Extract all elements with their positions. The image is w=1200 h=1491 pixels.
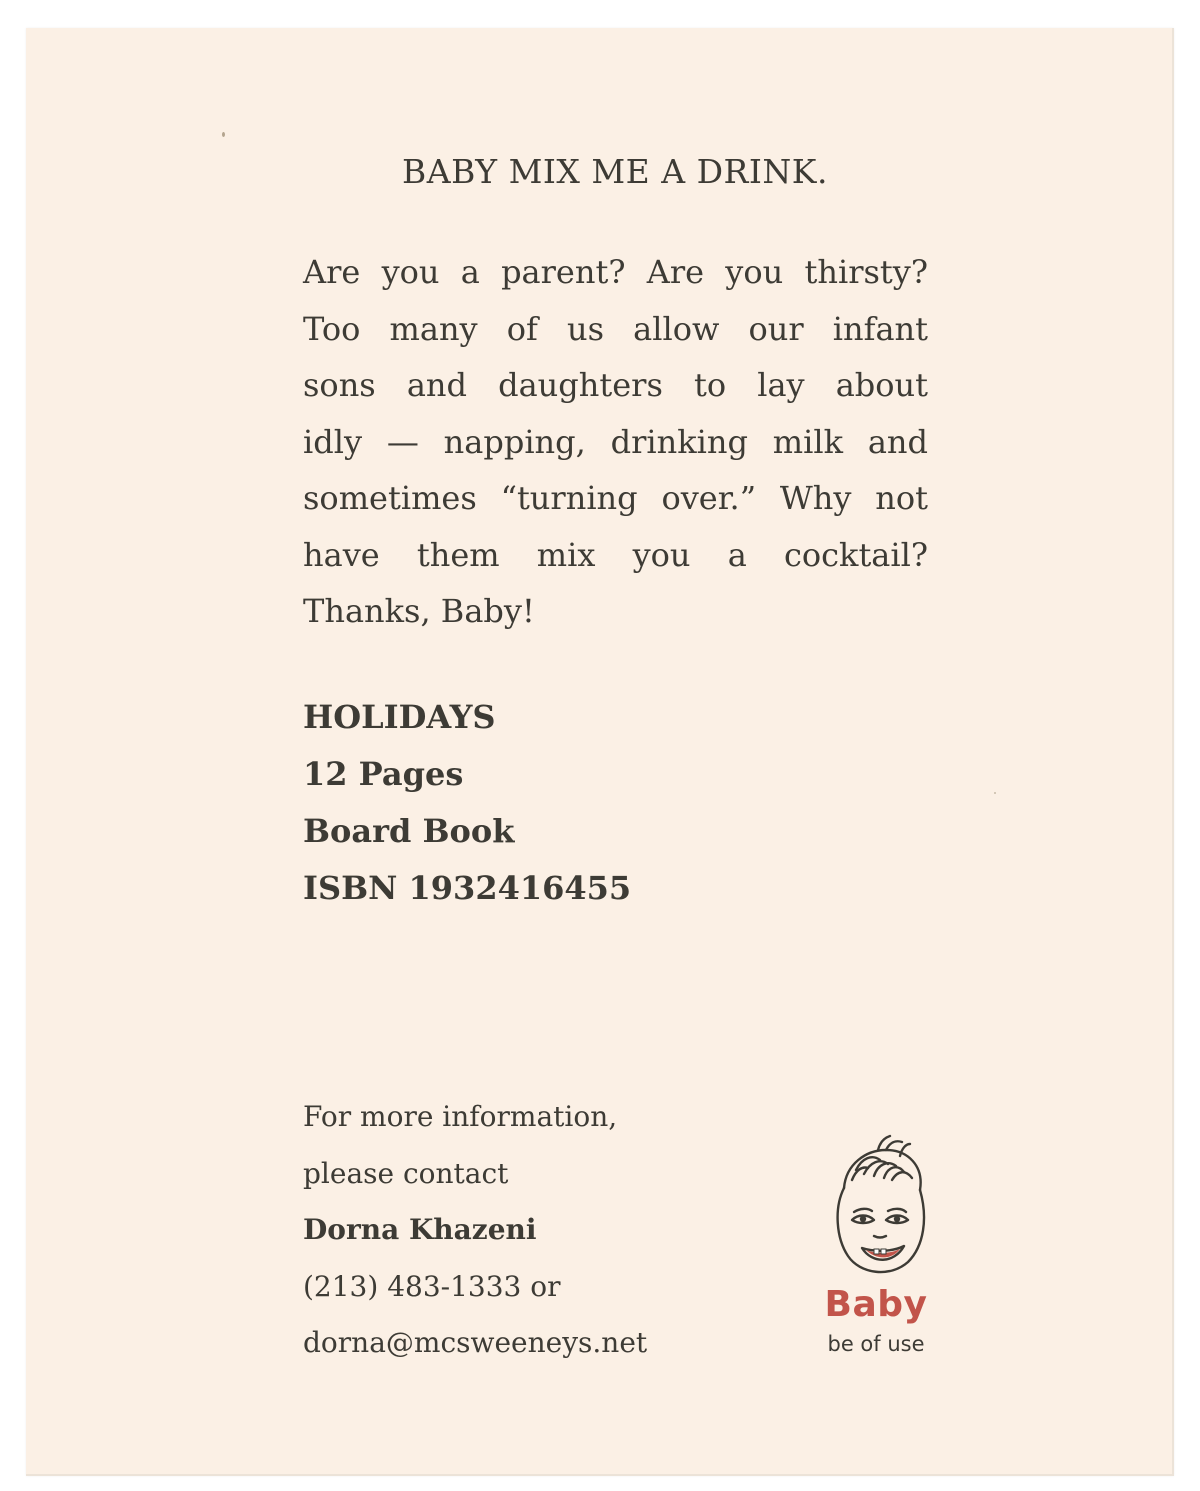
card: [26, 28, 1174, 1476]
page-count: 12 Pages: [303, 755, 464, 793]
series-label: HOLIDAYS: [303, 698, 496, 736]
description-line: sons and daughters to lay about: [303, 366, 928, 404]
contact-email: dorna@mcsweeneys.net: [303, 1326, 648, 1359]
description-line: Are you a parent? Are you thirsty?: [303, 253, 928, 291]
isbn: ISBN 1932416455: [303, 869, 632, 907]
contact-phone: (213) 483-1333 or: [303, 1269, 561, 1303]
paper-speck: [994, 792, 996, 794]
contact-name: Dorna Khazeni: [303, 1213, 537, 1246]
description-line: sometimes “turning over.” Why not: [303, 479, 928, 517]
contact-intro: For more information,: [303, 1100, 618, 1133]
publisher-logo: [806, 1128, 946, 1368]
logo-tagline: be of use: [827, 1332, 925, 1356]
book-format: Board Book: [303, 812, 515, 850]
contact-block: [303, 1089, 647, 1372]
description-line: idly — napping, drinking milk and: [303, 422, 928, 461]
description-line: Too many of us allow our infant: [303, 309, 928, 348]
book-specs: [303, 689, 631, 917]
description-line: have them mix you a cocktail?: [303, 535, 928, 574]
description: [303, 244, 928, 640]
contact-intro-2: please contact: [303, 1156, 509, 1190]
page-title: BABY MIX ME A DRINK.: [402, 152, 828, 191]
logo-name: Baby: [824, 1284, 928, 1325]
description-line: Thanks, Baby!: [303, 592, 535, 630]
baby-face-icon: [816, 1128, 936, 1288]
paper-speck: [222, 132, 225, 137]
